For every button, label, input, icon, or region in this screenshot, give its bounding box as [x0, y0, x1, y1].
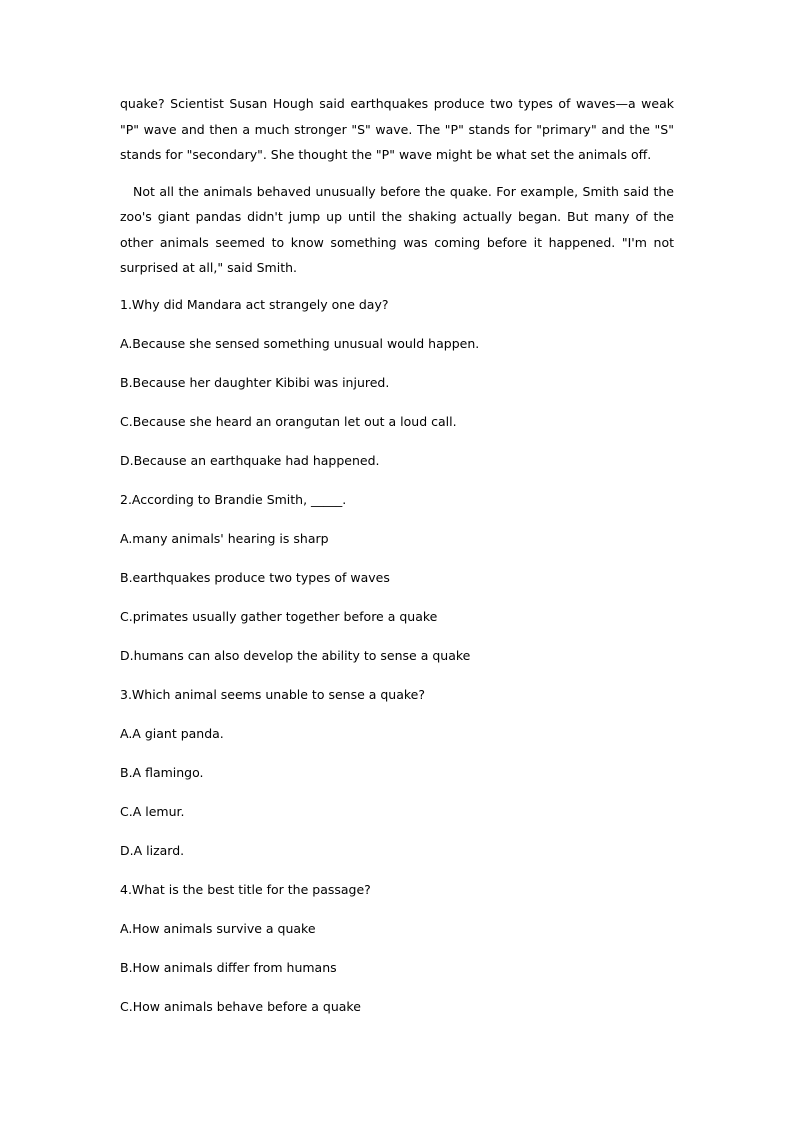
answer-option: C.primates usually gather together before a quake: [120, 608, 438, 624]
document-page: [120, 91, 674, 1036]
answer-option: C.A lemur.: [120, 803, 185, 819]
answer-option: A.A giant panda.: [120, 725, 224, 741]
answer-option: C.How animals behave before a quake: [120, 998, 361, 1014]
answer-option: B.A flamingo.: [120, 764, 204, 780]
answer-option: D.Because an earthquake had happened.: [120, 452, 380, 468]
answer-option: B.How animals differ from humans: [120, 959, 337, 975]
question-stem: 4.What is the best title for the passage?: [120, 881, 371, 897]
question-stem: 3.Which animal seems unable to sense a quake?: [120, 686, 426, 702]
answer-option: A.many animals' hearing is sharp: [120, 530, 329, 546]
question-list: [120, 295, 674, 1036]
answer-option: B.Because her daughter Kibibi was injured.: [120, 374, 390, 390]
passage-paragraph: Not all the animals behaved unusually before the quake. For example, Smith said the zoo's giant pandas didn't jump up until the shaking actually began. But many of the other animals seemed to know something was coming before it happened. "I'm not surprised at all," said Smith.: [120, 183, 674, 275]
answer-option: B.earthquakes produce two types of waves: [120, 569, 390, 585]
answer-option: C.Because she heard an orangutan let out a loud call.: [120, 413, 457, 429]
answer-option: D.A lizard.: [120, 842, 185, 858]
question-stem: 1.Why did Mandara act strangely one day?: [120, 296, 389, 312]
passage-paragraph: quake? Scientist Susan Hough said earthquakes produce two types of waves—a weak "P" wave and then a much stronger "S" wave. The "P" stands for "primary" and the "S" stands for "secondary". She thought the "P" wave might be what set the animals off.: [120, 96, 674, 162]
question-stem: 2.According to Brandie Smith, _____.: [120, 491, 347, 507]
answer-option: A.How animals survive a quake: [120, 920, 316, 936]
answer-option: D.humans can also develop the ability to sense a quake: [120, 647, 471, 663]
answer-option: A.Because she sensed something unusual would happen.: [120, 335, 480, 351]
